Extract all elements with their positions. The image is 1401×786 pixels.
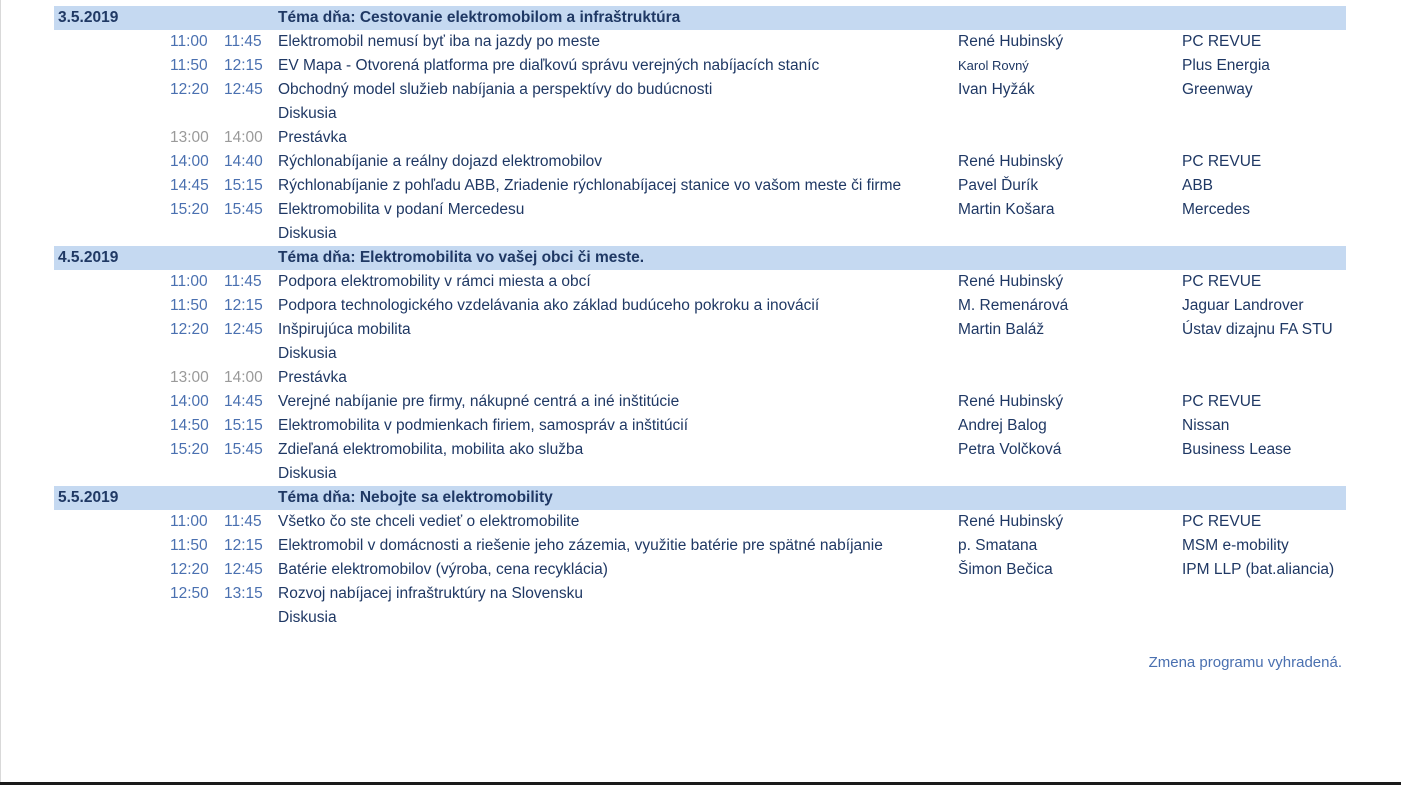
session-start-time: 13:00 <box>170 129 209 146</box>
session-end-time: 11:45 <box>224 33 262 50</box>
session-title: Inšpirujúca mobilita <box>278 321 411 338</box>
session-organization: PC REVUE <box>1182 393 1262 410</box>
session-speaker: p. Smatana <box>958 537 1038 554</box>
session-row <box>54 438 1346 462</box>
session-end-time: 14:00 <box>224 369 263 386</box>
session-row <box>54 30 1346 54</box>
session-speaker: René Hubinský <box>958 273 1064 290</box>
session-speaker: Šimon Bečica <box>958 561 1053 578</box>
session-end-time: 15:15 <box>224 177 263 194</box>
session-end-time: 14:00 <box>224 129 263 146</box>
session-start-time: 11:00 <box>170 33 208 50</box>
session-organization: Business Lease <box>1182 441 1292 458</box>
session-end-time: 14:40 <box>224 153 263 170</box>
session-start-time: 14:50 <box>170 417 209 434</box>
session-end-time: 12:15 <box>224 297 263 314</box>
day-date: 5.5.2019 <box>58 489 119 506</box>
session-title: Rozvoj nabíjacej infraštruktúry na Slovensku <box>278 585 583 602</box>
session-end-time: 14:45 <box>224 393 263 410</box>
page-left-edge <box>0 0 1 782</box>
session-end-time: 11:45 <box>224 273 262 290</box>
session-end-time: 13:15 <box>224 585 263 602</box>
session-organization: Ústav dizajnu FA STU <box>1182 321 1333 338</box>
session-end-time: 12:45 <box>224 321 263 338</box>
session-start-time: 15:20 <box>170 441 209 458</box>
session-title: Diskusia <box>278 225 337 242</box>
footer-note: Zmena programu vyhradená. <box>1148 654 1342 671</box>
session-start-time: 11:50 <box>170 57 208 74</box>
session-title: Podpora elektromobility v rámci miesta a obcí <box>278 273 591 290</box>
session-title: Prestávka <box>278 129 347 146</box>
session-speaker: Martin Baláž <box>958 321 1045 338</box>
session-row <box>54 582 1346 606</box>
session-title: Diskusia <box>278 345 337 362</box>
session-start-time: 11:00 <box>170 273 208 290</box>
session-title: Elektromobil nemusí byť iba na jazdy po meste <box>278 33 600 50</box>
session-start-time: 14:00 <box>170 393 209 410</box>
session-title: Diskusia <box>278 609 337 626</box>
day-date: 3.5.2019 <box>58 9 119 26</box>
session-row <box>54 534 1346 558</box>
session-row <box>54 54 1346 78</box>
day-topic: Téma dňa: Nebojte sa elektromobility <box>278 489 553 506</box>
session-organization: Greenway <box>1182 81 1253 98</box>
day-topic: Téma dňa: Elektromobilita vo vašej obci či meste. <box>278 249 645 266</box>
day-date: 4.5.2019 <box>58 249 119 266</box>
session-speaker: Andrej Balog <box>958 417 1047 434</box>
session-title: Rýchlonabíjanie z pohľadu ABB, Zriadenie rýchlonabíjacej stanice vo vašom meste či firme <box>278 177 902 194</box>
session-start-time: 12:50 <box>170 585 209 602</box>
session-title: Prestávka <box>278 369 347 386</box>
session-row <box>54 294 1346 318</box>
session-start-time: 15:20 <box>170 201 209 218</box>
session-title: Zdieľaná elektromobilita, mobilita ako služba <box>278 441 584 458</box>
break-row <box>54 126 1346 150</box>
session-end-time: 12:45 <box>224 81 263 98</box>
session-start-time: 13:00 <box>170 369 209 386</box>
session-start-time: 11:50 <box>170 297 208 314</box>
session-row <box>54 150 1346 174</box>
session-title: Elektromobilita v podaní Mercedesu <box>278 201 525 218</box>
session-end-time: 12:15 <box>224 57 263 74</box>
page-bottom-rule <box>0 782 1401 785</box>
session-row <box>54 510 1346 534</box>
session-row <box>54 318 1346 342</box>
session-row <box>54 390 1346 414</box>
session-start-time: 11:00 <box>170 513 208 530</box>
session-speaker: Karol Rovný <box>958 58 1029 73</box>
session-end-time: 12:15 <box>224 537 263 554</box>
session-organization: PC REVUE <box>1182 153 1262 170</box>
session-title: Batérie elektromobilov (výroba, cena recyklácia) <box>278 561 608 578</box>
session-organization: PC REVUE <box>1182 33 1262 50</box>
session-title: Obchodný model služieb nabíjania a perspektívy do budúcnosti <box>278 81 713 98</box>
session-end-time: 15:15 <box>224 417 263 434</box>
session-organization: Jaguar Landrover <box>1182 297 1304 314</box>
session-organization: Plus Energia <box>1182 57 1270 74</box>
session-end-time: 11:45 <box>224 513 262 530</box>
session-row <box>54 174 1346 198</box>
session-start-time: 12:20 <box>170 561 209 578</box>
session-speaker: Pavel Ďurík <box>958 177 1039 194</box>
session-title: Rýchlonabíjanie a reálny dojazd elektromobilov <box>278 153 602 170</box>
session-speaker: Martin Košara <box>958 201 1055 218</box>
session-title: Podpora technologického vzdelávania ako základ budúceho pokroku a inovácií <box>278 297 820 314</box>
day-topic: Téma dňa: Cestovanie elektromobilom a infraštruktúra <box>278 9 681 26</box>
session-row <box>54 462 1346 486</box>
session-row <box>54 78 1346 102</box>
session-organization: Nissan <box>1182 417 1230 434</box>
session-speaker: Ivan Hyžák <box>958 81 1035 98</box>
session-speaker: René Hubinský <box>958 513 1064 530</box>
session-title: Verejné nabíjanie pre firmy, nákupné centrá a iné inštitúcie <box>278 393 680 410</box>
session-row <box>54 102 1346 126</box>
day-header-row <box>54 246 1346 270</box>
session-speaker: M. Remenárová <box>958 297 1069 314</box>
session-title: Diskusia <box>278 465 337 482</box>
session-end-time: 15:45 <box>224 201 263 218</box>
session-organization: IPM LLP (bat.aliancia) <box>1182 561 1335 578</box>
day-header-row <box>54 486 1346 510</box>
session-start-time: 12:20 <box>170 81 209 98</box>
session-start-time: 12:20 <box>170 321 209 338</box>
session-row <box>54 270 1346 294</box>
session-start-time: 14:00 <box>170 153 209 170</box>
session-speaker: Petra Volčková <box>958 441 1062 458</box>
session-row <box>54 342 1346 366</box>
session-row <box>54 198 1346 222</box>
break-row <box>54 366 1346 390</box>
session-organization: ABB <box>1182 177 1214 194</box>
session-organization: Mercedes <box>1182 201 1251 218</box>
session-title: EV Mapa - Otvorená platforma pre diaľkovú správu verejných nabíjacích staníc <box>278 57 820 74</box>
session-organization: PC REVUE <box>1182 513 1262 530</box>
session-start-time: 14:45 <box>170 177 209 194</box>
session-speaker: René Hubinský <box>958 153 1064 170</box>
day-header-row <box>54 6 1346 30</box>
session-end-time: 12:45 <box>224 561 263 578</box>
session-organization: MSM e-mobility <box>1182 537 1289 554</box>
session-speaker: René Hubinský <box>958 393 1064 410</box>
session-row <box>54 222 1346 246</box>
session-row <box>54 606 1346 630</box>
session-title: Elektromobil v domácnosti a riešenie jeho zázemia, využitie batérie pre spätné nabíjanie <box>278 537 883 554</box>
session-title: Diskusia <box>278 105 337 122</box>
session-row <box>54 558 1346 582</box>
session-end-time: 15:45 <box>224 441 263 458</box>
session-speaker: René Hubinský <box>958 33 1064 50</box>
session-title: Elektromobilita v podmienkach firiem, samospráv a inštitúcií <box>278 417 689 434</box>
session-title: Všetko čo ste chceli vedieť o elektromobilite <box>278 513 580 530</box>
session-start-time: 11:50 <box>170 537 208 554</box>
program-schedule <box>54 6 1346 630</box>
session-organization: PC REVUE <box>1182 273 1262 290</box>
session-row <box>54 414 1346 438</box>
